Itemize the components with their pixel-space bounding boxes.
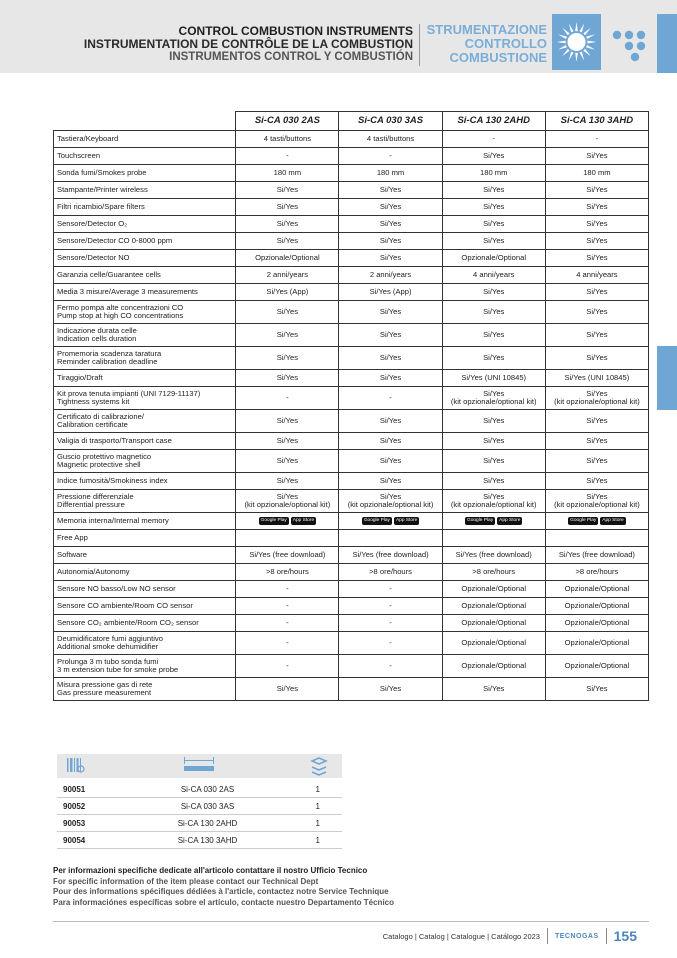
spec-row-label: Sensore CO ambiente/Room CO sensor [54,598,236,615]
spec-table [53,111,649,701]
app-store-badge: App Store [292,517,315,523]
spec-cell: Si/Yes [236,433,339,450]
spec-row [54,284,649,301]
code-cell-code: 90053 [57,815,139,832]
spec-cell: Si/Yes [442,233,545,250]
spec-cell: Si/Yes [339,182,442,199]
spec-cell: - [236,615,339,632]
spec-cell: Si/Yes [545,199,648,216]
spec-cell: Opzionale/Optional [545,598,648,615]
code-row [57,815,342,832]
spec-cell: Si/Yes [442,301,545,324]
spec-cell: 180 mm [545,165,648,182]
header-title-es: INSTRUMENTOS CONTROL Y COMBUSTIÓN [169,51,413,63]
spec-row-label: Filtri ricambio/Spare filters [54,199,236,216]
spec-row [54,347,649,370]
spec-row-label: Promemoria scadenza taratura Reminder calibration deadline [54,347,236,370]
spec-cell [236,530,339,547]
spec-cell: Si/Yes [236,370,339,387]
info-line-es: Para informaciónes específicas sobre el artículo, contacte nuestro Departamento Técnico [53,897,394,907]
spec-row-label: Sensore CO₂ ambiente/Room CO₂ sensor [54,615,236,632]
spec-cell: Si/Yes (UNI 10845) [442,370,545,387]
dots-logo-icon [603,14,655,70]
spec-cell: Si/Yes [236,199,339,216]
spec-cell: Si/Yes [442,324,545,347]
page-number: 155 [613,928,637,944]
column-header: Si-CA 130 2AHD [442,112,545,131]
spec-row-label: Sensore NO basso/Low NO sensor [54,581,236,598]
codes-table [57,781,342,849]
spec-cell: - [236,655,339,678]
spec-cell: - [236,148,339,165]
spec-cell: Si/Yes [339,233,442,250]
spec-cell: >8 ore/hours [545,564,648,581]
spec-row [54,547,649,564]
spec-cell: Si/Yes [442,678,545,701]
spec-cell: Si/Yes (App) [236,284,339,301]
spec-cell: Si/Yes [545,233,648,250]
spec-row [54,632,649,655]
spec-cell: - [236,387,339,410]
google-play-badge: Google Play [260,517,287,523]
spec-cell: Si/Yes [545,301,648,324]
spec-cell: Si/Yes (kit opzionale/optional kit) [236,490,339,513]
code-cell-qty: 1 [276,832,342,849]
spec-cell: 4 anni/years [545,267,648,284]
spec-cell: 4 anni/years [442,267,545,284]
spec-row [54,301,649,324]
google-play-badge: Google Play [570,517,597,523]
spec-cell: Si/Yes [545,182,648,199]
spec-row-label: Kit prova tenuta impianti (UNI 7129-11137) Tightness systems kit [54,387,236,410]
header-titles [84,25,413,64]
combustion-sun-icon [552,14,601,70]
spec-cell: Si/Yes [442,473,545,490]
spec-cell: Si/Yes [236,301,339,324]
category-line: COMBUSTIONE [449,50,547,65]
spec-row-label: Garanzia celle/Guarantee cells [54,267,236,284]
spec-cell: Si/Yes [442,284,545,301]
code-cell-qty: 1 [276,781,342,798]
measure-icon [184,757,214,771]
app-store-badge: App Store [499,517,521,523]
spec-cell: 4 tasti/buttons [236,131,339,148]
spec-cell: Si/Yes [236,324,339,347]
store-badges [362,517,419,525]
spec-cell: Si/Yes [339,473,442,490]
spec-row [54,131,649,148]
spec-row [54,530,649,547]
spec-cell: Si/Yes [545,347,648,370]
header-title-en: CONTROL COMBUSTION INSTRUMENTS [178,24,413,38]
spec-cell: - [236,632,339,655]
spec-row [54,324,649,347]
header-title-fr: INSTRUMENTATION DE CONTRÔLE DE LA COMBUSTION [83,37,413,51]
spec-cell: Si/Yes [442,216,545,233]
spec-row [54,199,649,216]
spec-row [54,267,649,284]
google-play-badge: Google Play [363,517,390,523]
spec-cell: Si/Yes (App) [339,284,442,301]
header-category [425,23,547,65]
spec-row-label: Indice fumosità/Smokiness index [54,473,236,490]
spec-cell: Si/Yes [339,370,442,387]
spec-cell: - [339,655,442,678]
spec-cell: >8 ore/hours [442,564,545,581]
codes-table-header [57,754,342,778]
code-row [57,798,342,815]
spec-cell: Si/Yes [442,182,545,199]
spec-row [54,490,649,513]
spec-cell: Si/Yes (free download) [339,547,442,564]
code-cell-model: Si-CA 030 3AS [139,798,276,815]
spec-cell: Si/Yes [339,324,442,347]
spec-cell: Opzionale/Optional [236,250,339,267]
column-header: Si-CA 030 2AS [236,112,339,131]
spec-cell: Si/Yes (kit opzionale/optional kit) [545,490,648,513]
spec-row [54,182,649,199]
spec-cell: Si/Yes [236,410,339,433]
spec-cell: Si/Yes [442,450,545,473]
spec-row-label: Prolunga 3 m tubo sonda fumi 3 m extension tube for smoke probe [54,655,236,678]
spec-row-label: Misura pressione gas di rete Gas pressure measurement [54,678,236,701]
spec-cell: Si/Yes [545,473,648,490]
spec-cell: 180 mm [236,165,339,182]
spec-row [54,148,649,165]
spec-cell: 2 anni/years [236,267,339,284]
spec-row [54,564,649,581]
spec-cell: Si/Yes [236,678,339,701]
page-header [0,0,677,73]
spec-row-label: Autonomia/Autonomy [54,564,236,581]
catalog-label: Catalogo | Catalog | Catalogue | Catálogo 2023 [382,931,540,941]
spec-cell: Opzionale/Optional [442,250,545,267]
spec-cell: Si/Yes [442,347,545,370]
spec-row-label: Tiraggio/Draft [54,370,236,387]
column-header: Si-CA 030 3AS [339,112,442,131]
spec-cell: - [339,387,442,410]
spec-row [54,678,649,701]
spec-row-label: Certificato di calibrazione/ Calibration certificate [54,410,236,433]
spec-cell: Si/Yes (UNI 10845) [545,370,648,387]
spec-cell: Si/Yes (free download) [236,547,339,564]
code-cell-code: 90054 [57,832,139,849]
spec-row-label: Memoria interna/Internal memory [54,513,236,530]
spec-cell: Si/Yes [545,148,648,165]
footer-divider [53,921,649,922]
spec-cell: - [339,581,442,598]
category-line: STRUMENTAZIONE [426,22,547,37]
spec-row-label: Fermo pompa alte concentrazioni CO Pump stop at high CO concentrations [54,301,236,324]
store-badges [465,517,522,525]
spec-cell: - [236,581,339,598]
spec-cell: Si/Yes [442,433,545,450]
spec-row-label: Media 3 misure/Average 3 measurements [54,284,236,301]
spec-cell: >8 ore/hours [339,564,442,581]
spec-cell: - [339,148,442,165]
spec-row [54,598,649,615]
column-header: Si-CA 130 3AHD [545,112,648,131]
code-cell-model: Si-CA 130 2AHD [139,815,276,832]
spec-cell: Si/Yes [236,182,339,199]
spec-cell: Opzionale/Optional [442,581,545,598]
spec-cell: Opzionale/Optional [442,655,545,678]
spec-row-label: Tastiera/Keyboard [54,131,236,148]
spec-cell: Si/Yes [339,678,442,701]
spec-cell: Si/Yes (kit opzionale/optional kit) [545,387,648,410]
spec-row [54,165,649,182]
spec-cell: Opzionale/Optional [442,598,545,615]
spec-cell: Si/Yes [545,678,648,701]
spec-row-label: Valigia di trasporto/Transport case [54,433,236,450]
spec-cell: Si/Yes [236,233,339,250]
spec-cell: 180 mm [442,165,545,182]
spec-row-label: Pressione differenziale Differential pressure [54,490,236,513]
spec-row-label: Stampante/Printer wireless [54,182,236,199]
code-cell-code: 90052 [57,798,139,815]
spec-cell: Si/Yes [442,410,545,433]
brand-logo: TECNOGAS [554,932,599,940]
spec-row-label: Sensore/Detector NO [54,250,236,267]
spec-cell: Opzionale/Optional [545,615,648,632]
spec-cell: Si/Yes [545,216,648,233]
app-store-badge: App Store [602,517,624,523]
code-cell-model: Si-CA 130 3AHD [139,832,276,849]
spec-cell: 2 anni/years [339,267,442,284]
side-section-tab [657,346,677,410]
spec-row [54,216,649,233]
spec-cell: Si/Yes [442,148,545,165]
code-cell-code: 90051 [57,781,139,798]
spec-row-label: Guscio protettivo magnetico Magnetic protective shell [54,450,236,473]
spec-row-label: Deumidificatore fumi aggiuntivo Additional smoke dehumidifier [54,632,236,655]
spec-row [54,581,649,598]
spec-cell: Si/Yes [545,284,648,301]
info-block [53,866,394,908]
spec-cell: Si/Yes [545,410,648,433]
spec-cell: Si/Yes [339,450,442,473]
footer-separator [606,928,607,944]
spec-row [54,450,649,473]
info-line-en: For specific information of the item please contact our Technical Dept [53,876,319,886]
spec-cell [442,530,545,547]
spec-row [54,513,649,530]
spec-cell: Si/Yes (free download) [545,547,648,564]
spec-cell: Si/Yes [339,347,442,370]
footer-separator [547,928,548,944]
spec-cell: Si/Yes [339,410,442,433]
spec-cell: Opzionale/Optional [545,581,648,598]
spec-cell: Opzionale/Optional [545,632,648,655]
spec-cell: Si/Yes (kit opzionale/optional kit) [442,387,545,410]
spec-row [54,615,649,632]
spec-cell: Si/Yes (kit opzionale/optional kit) [442,490,545,513]
spec-cell: Opzionale/Optional [442,615,545,632]
spec-row-label: Sensore/Detector O₂ [54,216,236,233]
spec-row-label: Touchscreen [54,148,236,165]
package-icon [312,758,326,775]
spec-cell: - [339,615,442,632]
spec-cell: Si/Yes [339,301,442,324]
code-cell-model: Si-CA 030 2AS [139,781,276,798]
header-divider [419,24,420,66]
google-play-badge: Google Play [466,517,494,523]
spec-row-label: Indicazione durata celle Indication cells duration [54,324,236,347]
spec-row [54,370,649,387]
code-cell-qty: 1 [276,815,342,832]
spec-cell: - [236,598,339,615]
spec-cell: Si/Yes [339,216,442,233]
store-badges [568,517,625,525]
corner-cell [54,112,236,131]
spec-cell [545,530,648,547]
spec-cell: - [442,131,545,148]
spec-cell: Si/Yes [236,473,339,490]
spec-cell: 180 mm [339,165,442,182]
spec-cell: Si/Yes (free download) [442,547,545,564]
spec-cell: Si/Yes (kit opzionale/optional kit) [339,490,442,513]
spec-row [54,410,649,433]
barcode-icon [67,758,84,772]
category-line: CONTROLLO [464,36,547,51]
spec-cell [236,513,339,530]
app-store-badge: App Store [395,517,418,523]
spec-row [54,655,649,678]
spec-row [54,433,649,450]
page-footer [383,927,637,945]
spec-cell: Si/Yes [339,250,442,267]
spec-row-label: Free App [54,530,236,547]
spec-cell: - [339,598,442,615]
spec-cell: Si/Yes [545,324,648,347]
spec-cell [442,513,545,530]
spec-cell: 4 tasti/buttons [339,131,442,148]
spec-row-label: Software [54,547,236,564]
spec-cell: Si/Yes [236,216,339,233]
code-cell-qty: 1 [276,798,342,815]
spec-cell [545,513,648,530]
spec-cell: Opzionale/Optional [442,632,545,655]
spec-cell: Si/Yes [339,199,442,216]
code-row [57,781,342,798]
spec-cell: Si/Yes [545,250,648,267]
spec-cell: Si/Yes [236,450,339,473]
spec-cell: Si/Yes [545,450,648,473]
info-line-fr: Pour des informations spécifiques dédiées à l'article, contactez notre Service Technique [53,887,389,896]
spec-cell: - [339,632,442,655]
spec-row [54,387,649,410]
code-row [57,832,342,849]
spec-cell: Si/Yes [442,199,545,216]
spec-header-row [54,112,649,131]
spec-cell: Si/Yes [236,347,339,370]
header-accent-tab [657,14,677,73]
spec-row [54,473,649,490]
spec-row-label: Sonda fumi/Smokes probe [54,165,236,182]
spec-cell: Si/Yes [545,433,648,450]
spec-row [54,233,649,250]
spec-row [54,250,649,267]
spec-cell: >8 ore/hours [236,564,339,581]
spec-cell: Si/Yes [339,433,442,450]
store-badges [259,517,316,525]
spec-row-label: Sensore/Detector CO 0-8000 ppm [54,233,236,250]
spec-cell [339,530,442,547]
spec-cell: - [545,131,648,148]
spec-cell: Opzionale/Optional [545,655,648,678]
info-line-it: Per informazioni specifiche dedicate all'articolo contattare il nostro Ufficio Tecnico [53,866,368,875]
spec-cell [339,513,442,530]
